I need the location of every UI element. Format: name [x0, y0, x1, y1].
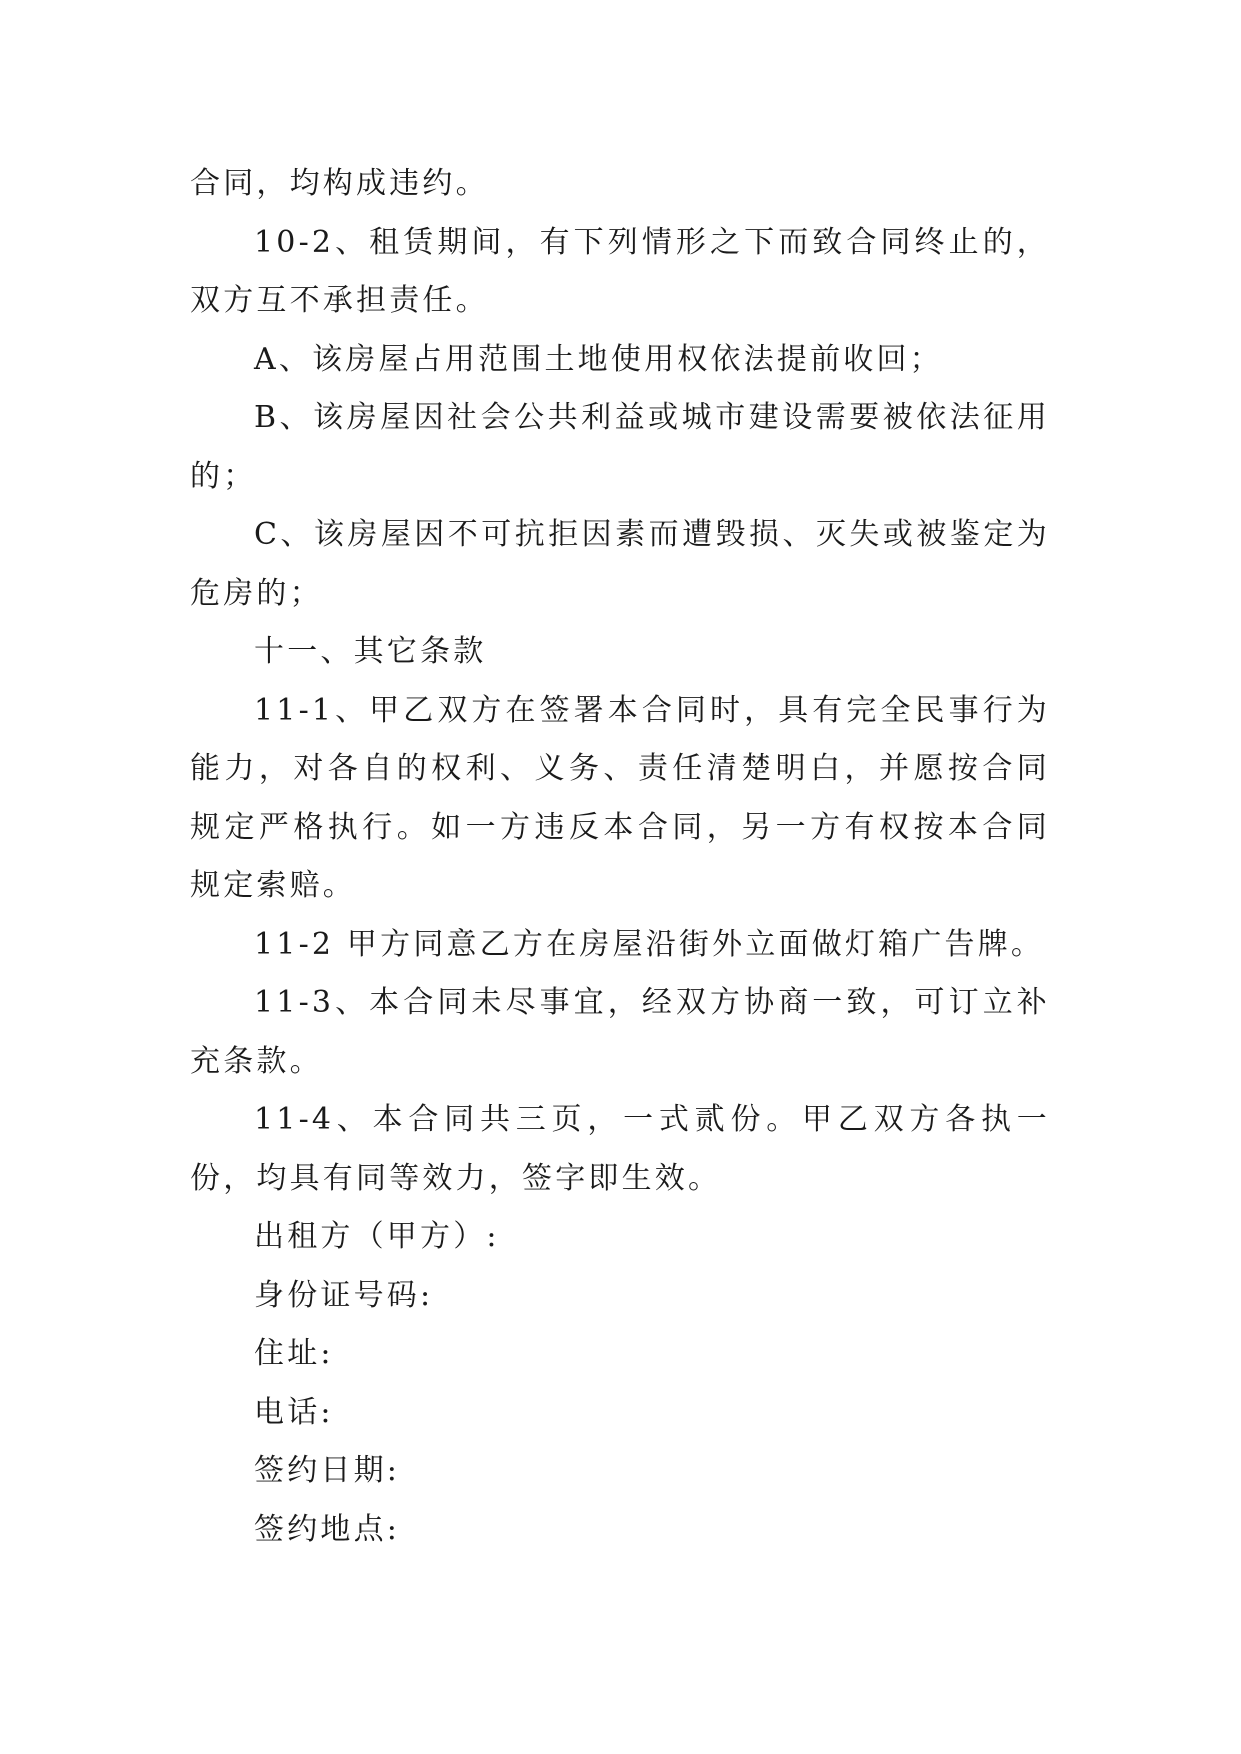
- signing-location-field: 签约地点:: [254, 1511, 401, 1547]
- clause-item-a: A、该房屋占用范围土地使用权依法提前收回；: [254, 341, 943, 377]
- paragraph-continuation: 合同，均构成违约。: [190, 166, 489, 201]
- address-field: 住址:: [254, 1336, 334, 1371]
- lessor-field: 出租方（甲方）:: [254, 1219, 500, 1254]
- clause-11-2: 11-2 甲方同意乙方在房屋沿街外立面做灯箱广告牌。: [254, 926, 1045, 962]
- clause-11-1: 11-1、甲乙双方在签署本合同时，具有完全民事行为能力，对各自的权利、义务、责任清楚明白，并愿按合同规定严格执行。如一方违反本合同，另一方有权按本合同规定索赔。: [190, 692, 1050, 903]
- id-number-field: 身份证号码:: [254, 1277, 434, 1313]
- signing-date-field: 签约日期:: [254, 1453, 401, 1488]
- contract-body: [190, 155, 1050, 1559]
- clause-item-b: B、该房屋因社会公共利益或城市建设需要被依法征用的；: [190, 400, 1050, 494]
- phone-field: 电话:: [254, 1394, 334, 1430]
- section-heading-other-terms: 十一、其它条款: [254, 634, 487, 669]
- clause-10-2: 10-2、租赁期间，有下列情形之下而致合同终止的，双方互不承担责任。: [190, 224, 1050, 318]
- clause-11-3: 11-3、本合同未尽事宜，经双方协商一致，可订立补充条款。: [190, 985, 1050, 1079]
- clause-item-c: C、该房屋因不可抗拒因素而遭毁损、灭失或被鉴定为危房的；: [190, 517, 1050, 611]
- clause-11-4: 11-4、本合同共三页，一式贰份。甲乙双方各执一份，均具有同等效力，签字即生效。: [190, 1102, 1050, 1196]
